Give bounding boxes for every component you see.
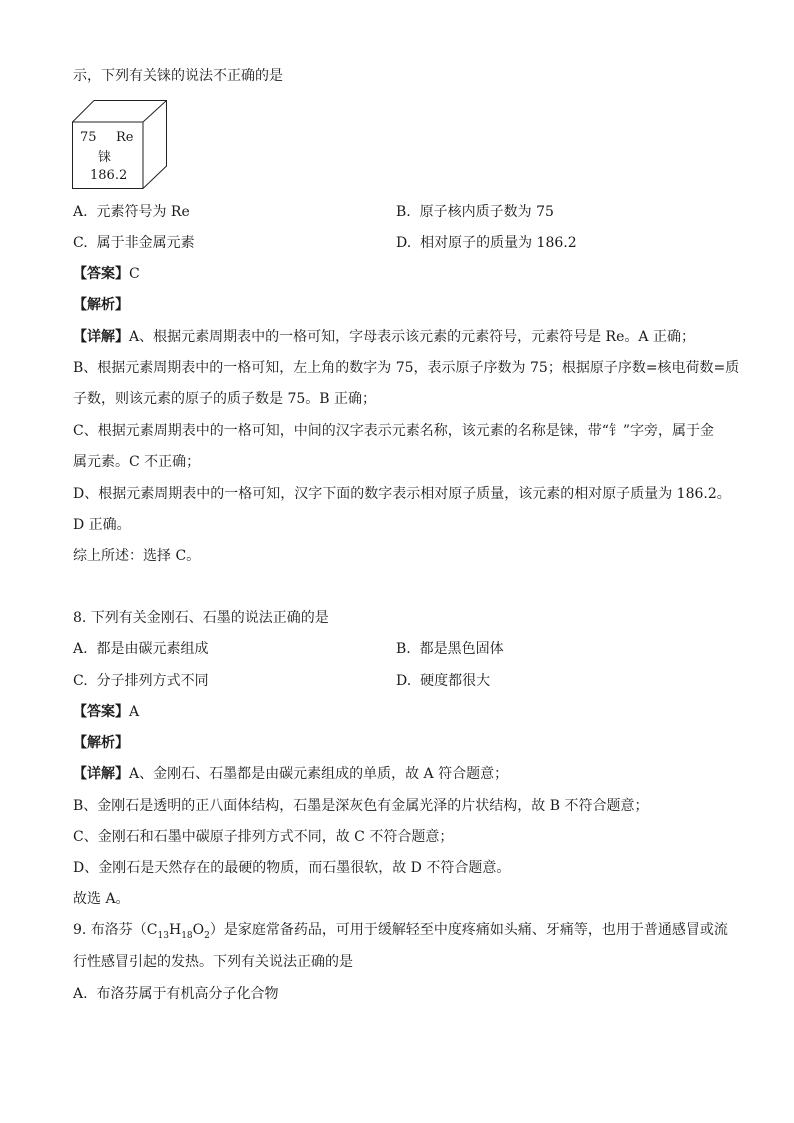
q7-detail-line: C、根据元素周期表中的一格可知，中间的汉字表示元素名称，该元素的名称是铼，带“钅”字旁，属于金	[73, 423, 715, 439]
q7-option-b: B. 原子核内质子数为 75	[396, 204, 554, 220]
q8-answer: 【答案】A	[73, 704, 140, 720]
atomic-number: 75	[80, 130, 97, 145]
q8-option-b: B. 都是黑色固体	[396, 641, 504, 657]
q7-option-c: C. 属于非金属元素	[73, 235, 195, 251]
q7-analysis-label: 【解析】	[73, 297, 129, 313]
q8-analysis-label: 【解析】	[73, 735, 129, 751]
q8-option-a: A. 都是由碳元素组成	[73, 641, 209, 657]
q7-answer: 【答案】C	[73, 266, 140, 282]
atomic-mass: 186.2	[90, 168, 128, 183]
q7-detail-line: D、根据元素周期表中的一格可知，汉字下面的数字表示相对原子质量，该元素的相对原子质量为 186.2。	[73, 486, 731, 502]
q7-option-d: D. 相对原子的质量为 186.2	[396, 235, 577, 251]
q7-detail-line: 属元素。C 不正确；	[73, 454, 201, 470]
q8-detail-line: C、金刚石和石墨中碳原子排列方式不同，故 C 不符合题意；	[73, 829, 454, 845]
q8-detail-line: D、金刚石是天然存在的最硬的物质，而石墨很软，故 D 不符合题意。	[73, 860, 511, 876]
element-name: 铼	[98, 150, 112, 165]
q7-detail-line: 【详解】A、根据元素周期表中的一格可知，字母表示该元素的元素符号，元素符号是 Re。A 正确；	[73, 329, 695, 345]
question-7-stem-tail: 示，下列有关铼的说法不正确的是	[73, 68, 283, 84]
question-9-stem-line1: 9. 布洛芬$(C_{13}H_{18}O_2)$是家庭常备药品，可用于缓解轻至中度疼痛如头痛、牙痛等，也用于普通感冒或流	[73, 922, 728, 941]
question-9-stem-line2: 行性感冒引起的发热。下列有关说法正确的是	[73, 954, 353, 970]
q8-detail-line: 【详解】A、金刚石、石墨都是由碳元素组成的单质，故 A 符合题意；	[73, 766, 509, 782]
q8-option-d: D. 硬度都很大	[396, 673, 491, 689]
q8-detail-line: B、金刚石是透明的正八面体结构，石墨是深灰色有金属光泽的片状结构，故 B 不符合题意；	[73, 798, 649, 814]
element-symbol: Re	[116, 130, 134, 145]
q7-detail-line: 子数，则该元素的原子的质子数是 75。B 正确；	[73, 391, 377, 407]
q7-detail-line: B、根据元素周期表中的一格可知，左上角的数字为 75，表示原子序数为 75；根据原子序数=核电荷数=质	[73, 360, 740, 376]
q7-detail-line: D 正确。	[73, 517, 131, 533]
q7-option-a: A. 元素符号为 Re	[73, 204, 190, 220]
periodic-table-cell	[72, 100, 167, 190]
q8-option-c: C. 分子排列方式不同	[73, 673, 209, 689]
q7-summary: 综上所述：选择 C。	[73, 548, 201, 564]
question-8-stem: 8. 下列有关金刚石、石墨的说法正确的是	[73, 610, 329, 626]
q8-summary: 故选 A。	[73, 891, 130, 907]
q9-option-a: A. 布洛芬属于有机高分子化合物	[73, 986, 279, 1002]
